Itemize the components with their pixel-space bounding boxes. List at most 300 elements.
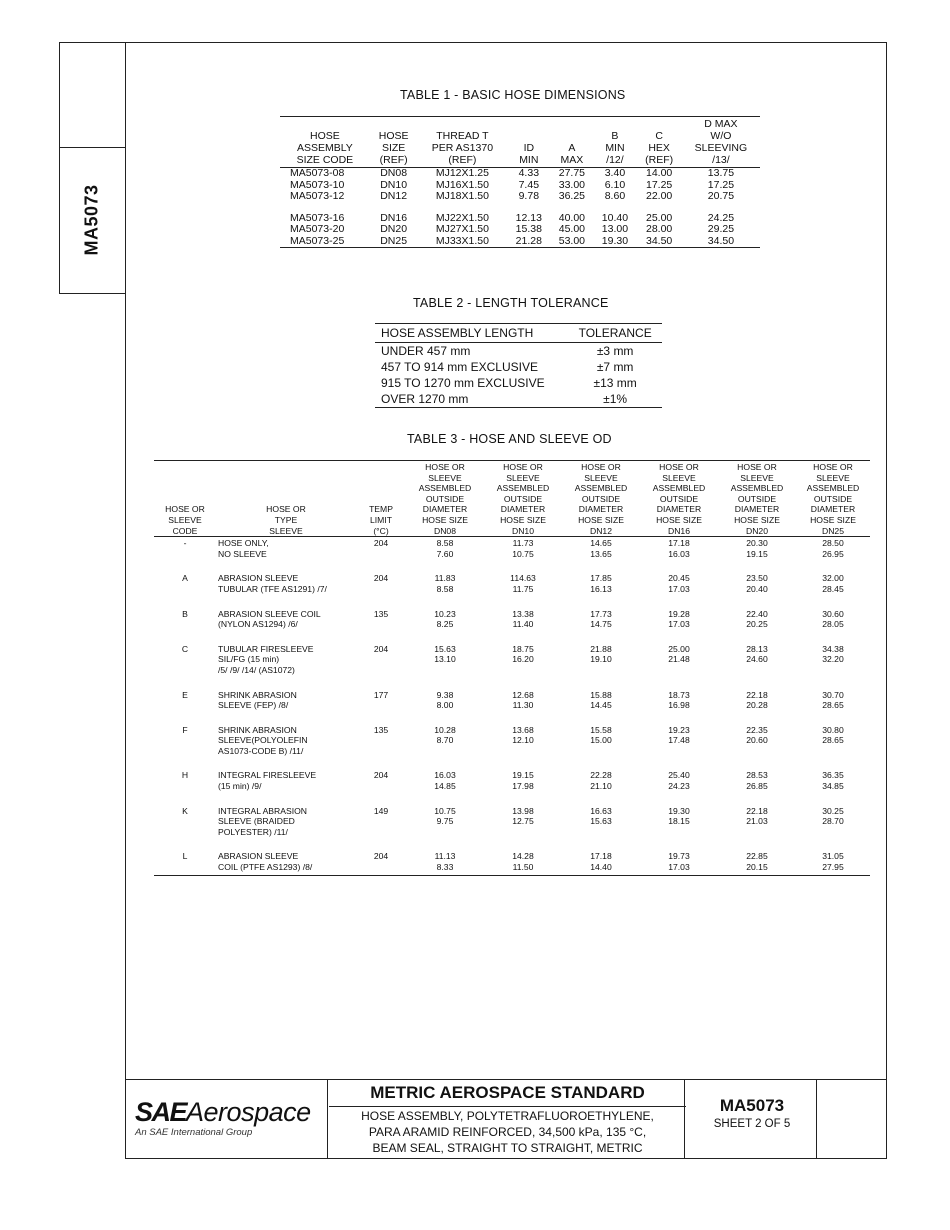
table3-value-line: 21.88 xyxy=(590,643,612,654)
table3-value-cell xyxy=(484,756,562,791)
table3-type-line: /5/ /9/ /14/ (AS1072) xyxy=(218,664,295,675)
table2-row xyxy=(375,343,662,360)
table3-value-cell xyxy=(484,630,562,676)
table3-header-line: SLEEVE xyxy=(269,525,303,536)
table1-cell: 22.00 xyxy=(646,190,673,202)
table3-value-line: 11.73 xyxy=(512,538,534,549)
table3-value-line: 24.23 xyxy=(668,781,690,792)
table3-header-line: SLEEVE xyxy=(740,472,774,483)
table3-value-line: 10.75 xyxy=(512,548,534,559)
table1-cell: MJ12X1.25 xyxy=(435,167,489,179)
table1-cell: DN08 xyxy=(380,167,408,179)
table3-value-cell xyxy=(640,630,718,676)
table1-header-line: HEX xyxy=(648,142,670,154)
table3-value-cell xyxy=(718,595,796,630)
table1-header-line: (REF) xyxy=(448,154,477,166)
table1-row xyxy=(280,236,760,248)
table3-value-line: 12.75 xyxy=(512,816,534,827)
table3-value-line: 34.85 xyxy=(822,781,844,792)
table2-cell: OVER 1270 mm xyxy=(381,392,469,406)
table3-header-line: ASSEMBLED xyxy=(730,483,784,494)
table2-row xyxy=(375,375,662,391)
table3-value-line: 34.38 xyxy=(822,643,844,654)
side-document-number: MA5073 xyxy=(81,184,102,256)
table3-value-line: 18.75 xyxy=(512,643,534,654)
table3-value-line: 16.63 xyxy=(590,805,612,816)
table3-temp-cell: 177 xyxy=(373,689,389,700)
table3-value-line: 22.40 xyxy=(746,608,768,619)
table1-header-cell xyxy=(280,117,370,168)
table3-value-cell xyxy=(484,676,562,711)
table3-value-line: 114.63 xyxy=(510,573,536,584)
table3-value-line: 16.13 xyxy=(590,583,612,594)
table1-cell: 9.78 xyxy=(518,190,540,202)
table3-type-line: ABRASION SLEEVE xyxy=(218,851,299,862)
table2-cell: UNDER 457 mm xyxy=(381,344,471,358)
logo-word: Aerospace xyxy=(186,1097,311,1127)
table3-value-cell xyxy=(796,676,870,711)
table3-value-cell xyxy=(406,630,484,676)
table3-value-cell xyxy=(562,630,640,676)
table3-value-line: 17.73 xyxy=(590,608,612,619)
table3-header-line: HOSE OR xyxy=(813,462,853,472)
table3-type-line: (NYLON AS1294) /6/ xyxy=(218,619,298,630)
table1-cell: 27.75 xyxy=(558,167,586,179)
table3-value-line: 15.88 xyxy=(590,689,612,700)
table1-cell: DN25 xyxy=(380,234,408,247)
table3-value-line: 21.10 xyxy=(590,781,612,792)
table1-row xyxy=(280,191,760,203)
table2-cell: 457 TO 914 mm EXCLUSIVE xyxy=(381,360,538,374)
table3-header-cell xyxy=(562,461,640,537)
table3-value-line: 20.28 xyxy=(746,700,768,711)
table3-code-cell: H xyxy=(181,770,189,781)
table3-value-line: 15.63 xyxy=(434,643,456,654)
table3-header-line: (°C) xyxy=(373,525,389,536)
table3-value-line: 19.73 xyxy=(668,851,690,862)
table3-value-line: 22.18 xyxy=(746,805,768,816)
table3-type-cell xyxy=(216,595,356,630)
table3-row xyxy=(154,630,870,676)
table3-header-line: HOSE OR xyxy=(266,504,306,515)
table3-value-line: 8.70 xyxy=(436,735,454,746)
table3-header-line: TEMP xyxy=(369,504,393,515)
table1-header-line: (REF) xyxy=(379,154,408,166)
table3-value-line: 20.40 xyxy=(746,583,768,594)
standard-title: METRIC AEROSPACE STANDARD xyxy=(329,1080,686,1107)
table3-header-cell xyxy=(216,461,356,537)
table3-value-line: 11.83 xyxy=(434,573,456,584)
table3-code-cell: K xyxy=(182,805,188,816)
table2-cell: ±1% xyxy=(603,392,628,406)
table3-value-cell xyxy=(718,559,796,594)
table3-value-line: 24.60 xyxy=(746,654,768,665)
table3-type-cell xyxy=(216,711,356,757)
table3-value-line: 14.28 xyxy=(512,851,534,862)
table3-value-cell xyxy=(484,559,562,594)
table3-header-line: HOSE OR xyxy=(581,462,621,472)
table1-header-line: C xyxy=(655,130,663,142)
table3-temp-cell: 204 xyxy=(373,770,389,781)
table3-header-line: HOSE SIZE xyxy=(810,514,856,525)
table3-value-cell xyxy=(718,537,796,560)
table3-value-line: 32.20 xyxy=(822,654,844,665)
table3-header-line: HOSE SIZE xyxy=(734,514,780,525)
table3-value-line: 20.15 xyxy=(746,862,768,873)
table3-value-line: 28.65 xyxy=(822,735,844,746)
table3-header-line: CODE xyxy=(172,525,198,536)
table3-value-line: 16.20 xyxy=(512,654,534,665)
table1-header-line: HOSE xyxy=(378,130,409,142)
table3-code-cell: - xyxy=(183,538,187,549)
table3-value-cell xyxy=(640,837,718,875)
table3-type-cell xyxy=(216,756,356,791)
table3-value-cell xyxy=(718,756,796,791)
table1-header-cell xyxy=(370,117,418,168)
side-label-box xyxy=(59,42,126,294)
table2-header-cell: TOLERANCE xyxy=(568,324,662,343)
table3-value-line: 10.28 xyxy=(434,724,456,735)
basic-hose-dimensions-table xyxy=(280,116,760,248)
title-block xyxy=(125,1079,887,1159)
table3-value-line: 8.58 xyxy=(436,538,454,549)
table3-code-cell: F xyxy=(182,724,188,735)
table3-type-line: ABRASION SLEEVE COIL xyxy=(218,608,321,619)
table1-header-line: ASSEMBLY xyxy=(296,142,353,154)
table1-group-gap xyxy=(280,203,760,213)
table3-type-cell xyxy=(216,837,356,875)
table3-value-cell xyxy=(640,559,718,594)
table3-type-line: SLEEVE (BRAIDED xyxy=(218,816,295,827)
table2-header-row xyxy=(375,324,662,343)
sheet-number: SHEET 2 OF 5 xyxy=(713,1118,791,1130)
table3-row xyxy=(154,595,870,630)
table3-value-cell xyxy=(562,711,640,757)
table1-cell: 36.25 xyxy=(558,190,586,202)
table3-value-cell xyxy=(640,792,718,838)
table3-value-line: 15.00 xyxy=(590,735,612,746)
table3-value-cell xyxy=(562,837,640,875)
table1-header-line: HOSE xyxy=(310,130,340,142)
table1-cell: 29.25 xyxy=(707,223,735,235)
table3-value-line: 30.25 xyxy=(822,805,844,816)
table1-header-cell xyxy=(636,117,681,168)
table3-header-line: HOSE SIZE xyxy=(422,514,468,525)
table3-value-line: 10.23 xyxy=(434,608,456,619)
table3-value-line: 19.15 xyxy=(746,548,768,559)
table3-value-line: 22.28 xyxy=(590,770,612,781)
table1-cell: 20.75 xyxy=(707,190,735,202)
table3-value-line: 17.48 xyxy=(668,735,690,746)
table1-row xyxy=(280,224,760,236)
table3-value-line: 12.10 xyxy=(512,735,534,746)
table3-header-line: DIAMETER xyxy=(656,504,702,515)
table1-row xyxy=(280,168,760,180)
table1-gap-cell xyxy=(280,203,760,213)
table3-type-cell xyxy=(216,537,356,560)
table1-cell: 13.75 xyxy=(707,167,735,179)
table1-cell: MA5073-10 xyxy=(290,178,345,191)
table3-value-cell xyxy=(562,792,640,838)
table2-cell: 915 TO 1270 mm EXCLUSIVE xyxy=(381,376,545,390)
table1-header-line: MAX xyxy=(560,154,584,166)
table1-cell: MA5073-12 xyxy=(290,190,345,202)
table1-header-cell xyxy=(682,117,760,168)
table3-value-cell xyxy=(484,537,562,560)
table2-cell: ±3 mm xyxy=(596,344,634,358)
table3-header-line: HOSE OR xyxy=(165,504,205,515)
table1-header-cell xyxy=(507,117,550,168)
table3-value-line: 16.03 xyxy=(668,548,690,559)
table3-row xyxy=(154,837,870,875)
table3-value-line: 22.85 xyxy=(746,851,768,862)
table3-header-line: HOSE SIZE xyxy=(500,514,546,525)
table3-value-line: 28.50 xyxy=(822,538,844,549)
table1-cell: 4.33 xyxy=(518,167,540,179)
table3-value-line: 17.98 xyxy=(512,781,534,792)
title-divider-middle xyxy=(684,1080,685,1159)
table3-value-line: 8.00 xyxy=(436,700,454,711)
table3-caption: TABLE 3 - HOSE AND SLEEVE OD xyxy=(407,432,612,446)
table3-value-cell xyxy=(796,595,870,630)
table3-value-line: 28.65 xyxy=(822,700,844,711)
table3-value-line: 27.95 xyxy=(822,862,844,873)
table3-value-line: 17.03 xyxy=(668,619,690,630)
table3-header-line: SLEEVE xyxy=(662,472,696,483)
table3-type-line: SHRINK ABRASION xyxy=(218,724,297,735)
table3-value-cell xyxy=(406,595,484,630)
table3-row xyxy=(154,756,870,791)
table3-value-line: 8.58 xyxy=(436,583,454,594)
table3-header-line: SLEEVE xyxy=(428,472,462,483)
table3-value-cell xyxy=(718,630,796,676)
table3-header-line: SLEEVE xyxy=(168,514,202,525)
table3-header-line: ASSEMBLED xyxy=(496,483,550,494)
table1-cell: 53.00 xyxy=(558,234,586,247)
table3-value-line: 22.35 xyxy=(746,724,768,735)
table1-cell: 40.00 xyxy=(558,211,586,224)
table3-value-cell xyxy=(718,792,796,838)
table3-value-line: 18.73 xyxy=(668,689,690,700)
table1-cell: MA5073-20 xyxy=(290,223,345,235)
table3-type-line: SHRINK ABRASION xyxy=(218,689,297,700)
table3-header-line: DN25 xyxy=(822,525,844,536)
table1-header-line: D MAX xyxy=(704,118,738,130)
table1-header-line: SIZE xyxy=(381,142,406,154)
table3-row xyxy=(154,676,870,711)
table1-cell: MA5073-25 xyxy=(290,234,345,247)
table1-cell: 24.25 xyxy=(707,211,735,224)
table3-value-cell xyxy=(796,756,870,791)
table3-value-line: 11.50 xyxy=(512,862,534,873)
table1-header-line: /13/ xyxy=(712,154,730,166)
table3-value-cell xyxy=(640,676,718,711)
table3-row xyxy=(154,792,870,838)
table1-cell: 19.30 xyxy=(601,234,629,247)
table3-value-cell xyxy=(796,630,870,676)
table3-value-line: 10.75 xyxy=(434,805,456,816)
table3-value-line: 20.60 xyxy=(746,735,768,746)
table3-type-line: SLEEVE (FEP) /8/ xyxy=(218,700,289,711)
table2-row xyxy=(375,391,662,408)
table3-value-cell xyxy=(796,837,870,875)
table1-cell: 10.40 xyxy=(601,211,629,224)
table3-header-line: TYPE xyxy=(274,514,298,525)
table1-header-cell xyxy=(550,117,593,168)
length-tolerance-table xyxy=(375,323,662,408)
table3-value-cell xyxy=(406,792,484,838)
table3-value-line: 28.45 xyxy=(822,583,844,594)
table3-value-line: 32.00 xyxy=(822,573,844,584)
table3-type-line: POLYESTER) /11/ xyxy=(218,826,288,837)
table1-cell: DN12 xyxy=(380,190,408,202)
table1-header-line: SLEEVING xyxy=(694,142,748,154)
table3-type-line: INTEGRAL ABRASION xyxy=(218,805,307,816)
table3-type-line: AS1073-CODE B) /11/ xyxy=(218,745,304,756)
table3-header-line: HOSE SIZE xyxy=(578,514,624,525)
table2-row xyxy=(375,359,662,375)
table1-header-line: PER AS1370 xyxy=(431,142,494,154)
table3-type-cell xyxy=(216,676,356,711)
table3-row xyxy=(154,537,870,560)
logo-tagline: An SAE International Group xyxy=(135,1127,253,1138)
table3-value-cell xyxy=(640,537,718,560)
table1-header-line: B xyxy=(611,130,619,142)
description-line: BEAM SEAL, STRAIGHT TO STRAIGHT, METRIC xyxy=(372,1141,643,1155)
table3-header-line: ASSEMBLED xyxy=(806,483,860,494)
table3-value-cell xyxy=(562,676,640,711)
table1-header-cell xyxy=(593,117,636,168)
table1-cell: 45.00 xyxy=(558,223,586,235)
table3-value-line: 30.80 xyxy=(822,724,844,735)
table3-value-cell xyxy=(796,792,870,838)
table1-cell: MJ33X1.50 xyxy=(435,234,489,247)
table3-temp-cell: 135 xyxy=(373,724,389,735)
table3-value-line: 28.70 xyxy=(822,816,844,827)
table3-header-line: DIAMETER xyxy=(734,504,780,515)
table3-type-line: TUBULAR FIRESLEEVE xyxy=(218,643,314,654)
table1-cell: 17.25 xyxy=(646,178,673,191)
table3-value-line: 26.95 xyxy=(822,548,844,559)
table3-value-line: 30.70 xyxy=(822,689,844,700)
table2-cell: ±7 mm xyxy=(596,360,634,374)
table3-value-line: 19.23 xyxy=(668,724,690,735)
table3-type-line: NO SLEEVE xyxy=(218,548,267,559)
standard-description xyxy=(329,1108,686,1156)
table3-value-line: 28.05 xyxy=(822,619,844,630)
table3-header-line: DIAMETER xyxy=(422,504,468,515)
table1-header-line: SIZE CODE xyxy=(296,154,354,166)
table3-header-line: OUTSIDE xyxy=(659,493,699,504)
table3-type-line: SIL/FG (15 min) xyxy=(218,654,280,665)
table3-row xyxy=(154,711,870,757)
hose-sleeve-od-table xyxy=(154,460,870,876)
table3-code-cell: A xyxy=(182,573,188,584)
table3-header-line: DIAMETER xyxy=(500,504,546,515)
table3-header-line: LIMIT xyxy=(370,514,392,525)
table3-value-line: 11.40 xyxy=(512,619,534,630)
table1-cell: MJ16X1.50 xyxy=(435,178,489,191)
description-line: PARA ARAMID REINFORCED, 34,500 kPa, 135 °C, xyxy=(368,1125,647,1139)
table3-value-cell xyxy=(484,837,562,875)
table3-value-cell xyxy=(562,756,640,791)
table3-header-line: HOSE OR xyxy=(425,462,465,472)
table3-value-cell xyxy=(640,595,718,630)
table3-value-line: 20.45 xyxy=(668,573,690,584)
table1-cell: MJ22X1.50 xyxy=(435,211,489,224)
table3-header-line: SLEEVE xyxy=(584,472,618,483)
table3-header-line: ASSEMBLED xyxy=(652,483,706,494)
table3-header-line: SLEEVE xyxy=(506,472,540,483)
table3-temp-cell: 204 xyxy=(373,538,389,549)
table3-value-line: 11.30 xyxy=(512,700,534,711)
table3-value-line: 14.65 xyxy=(590,538,612,549)
side-divider xyxy=(59,147,126,148)
table3-code-cell: E xyxy=(182,689,188,700)
table3-value-line: 13.38 xyxy=(512,608,534,619)
table3-type-cell xyxy=(216,559,356,594)
table3-value-cell xyxy=(796,537,870,560)
table3-header-cell xyxy=(718,461,796,537)
table3-value-line: 23.50 xyxy=(746,573,768,584)
table3-header-cell xyxy=(640,461,718,537)
table3-value-cell xyxy=(562,537,640,560)
table1-cell: 33.00 xyxy=(558,178,586,191)
table3-header-line: DIAMETER xyxy=(810,504,856,515)
table3-value-line: 26.85 xyxy=(746,781,768,792)
table1-header-line: (REF) xyxy=(645,154,674,166)
table2-header-cell: HOSE ASSEMBLY LENGTH xyxy=(375,324,568,343)
table3-value-line: 25.40 xyxy=(668,770,690,781)
table3-header-line: DN10 xyxy=(512,525,534,536)
table3-temp-cell: 204 xyxy=(373,851,389,862)
table1-cell: 34.50 xyxy=(646,234,673,247)
table3-temp-cell: 204 xyxy=(373,643,389,654)
table3-value-line: 14.45 xyxy=(590,700,612,711)
table3-code-cell: C xyxy=(181,643,189,654)
table3-code-cell: L xyxy=(182,851,188,862)
table3-type-line: HOSE ONLY, xyxy=(218,538,269,549)
table3-value-line: 19.15 xyxy=(512,770,534,781)
table1-cell: 34.50 xyxy=(707,234,735,247)
table3-header-cell xyxy=(356,461,406,537)
table1-header-line: MIN xyxy=(605,142,625,154)
table3-header-line: ASSEMBLED xyxy=(574,483,628,494)
table1-cell: DN20 xyxy=(380,223,408,235)
table3-value-line: 11.75 xyxy=(512,583,534,594)
table3-header-line: OUTSIDE xyxy=(425,493,465,504)
table1-header-line: MIN xyxy=(519,154,539,166)
table3-value-line: 8.33 xyxy=(436,862,454,873)
table3-value-line: 13.65 xyxy=(590,548,612,559)
table3-value-cell xyxy=(406,559,484,594)
table3-type-line: TUBULAR (TFE AS1291) /7/ xyxy=(218,583,327,594)
table3-value-line: 36.35 xyxy=(822,770,844,781)
table3-type-line: (15 min) /9/ xyxy=(218,781,262,792)
table3-value-line: 17.03 xyxy=(668,583,690,594)
table1-cell: 12.13 xyxy=(515,211,542,224)
table3-value-line: 17.85 xyxy=(590,573,612,584)
table3-value-line: 11.13 xyxy=(434,851,456,862)
table3-header-line: HOSE OR xyxy=(737,462,777,472)
table3-header-line: HOSE SIZE xyxy=(656,514,702,525)
table2-cell: ±13 mm xyxy=(593,376,637,390)
table1-cell: MA5073-16 xyxy=(290,211,345,224)
table1-header-line: W/O xyxy=(710,130,732,142)
table1-cell: 13.00 xyxy=(601,223,629,235)
table3-value-line: 25.00 xyxy=(668,643,690,654)
table3-value-cell xyxy=(562,595,640,630)
